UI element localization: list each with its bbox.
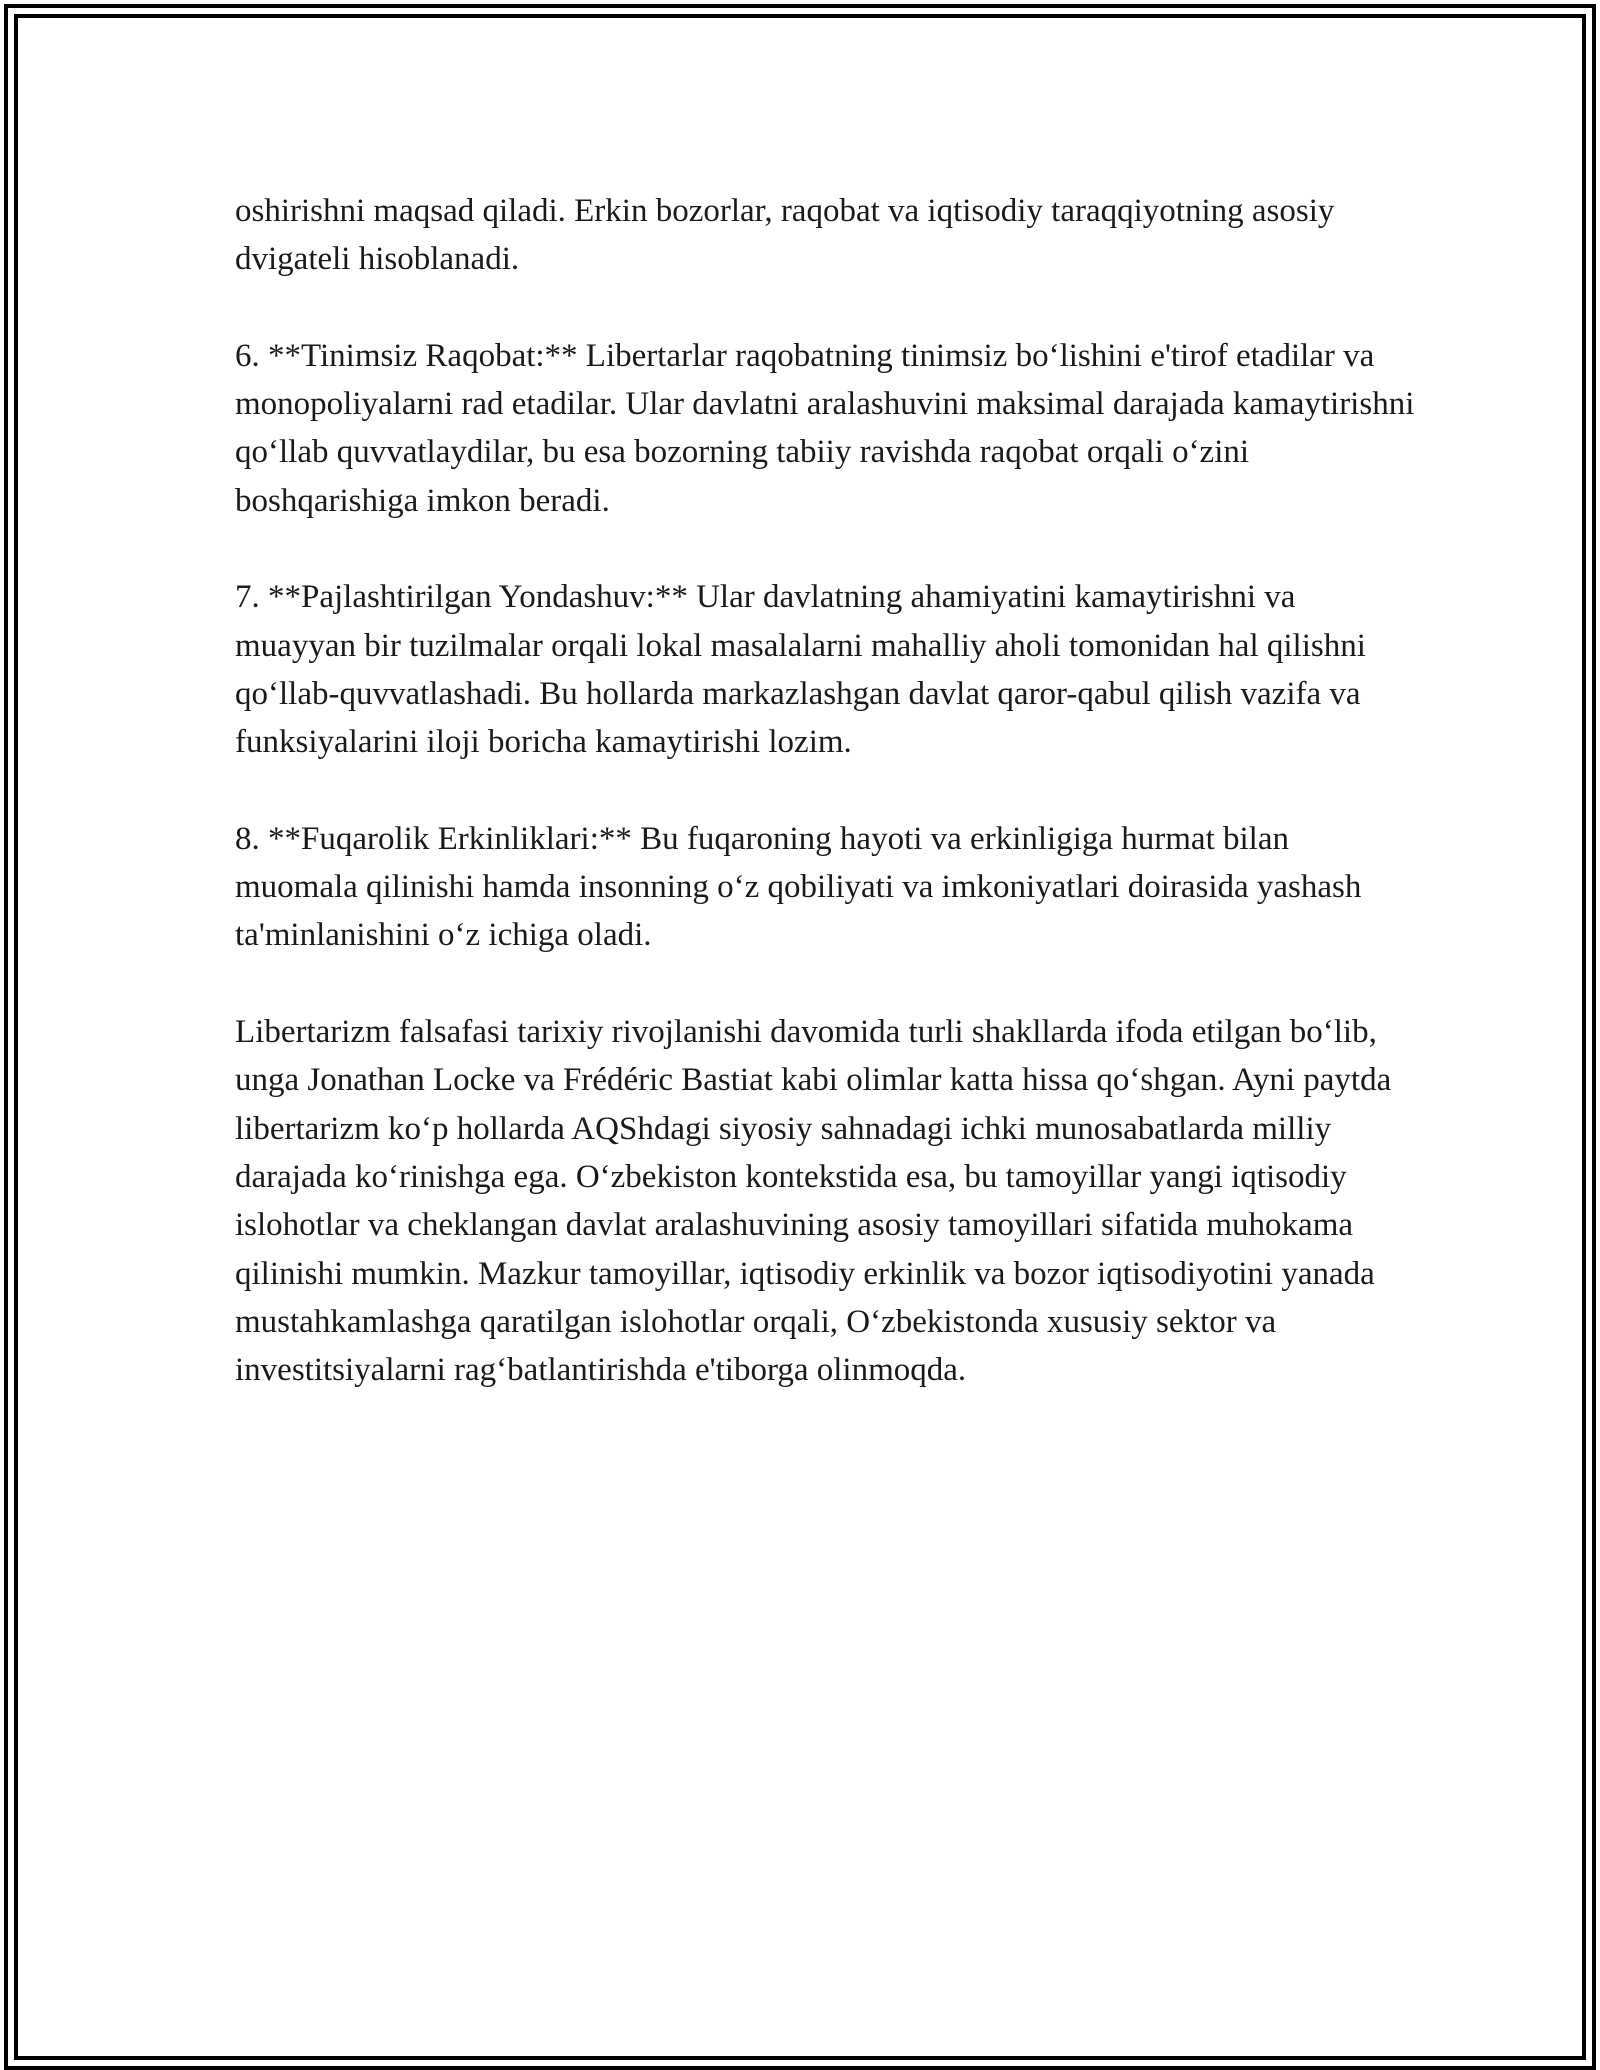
paragraph-item-8: 8. **Fuqarolik Erkinliklari:** Bu fuqaroning hayoti va erkinligiga hurmat bilan muomala qilinishi hamda insonning o‘z qobiliyati va imkoniyatlari doirasida yashash ta'minlanishini o‘z ichiga oladi. xyxy=(235,820,1362,954)
document-body xyxy=(235,187,1415,1443)
paragraph-item-6: 6. **Tinimsiz Raqobat:** Libertarlar raqobatning tinimsiz bo‘lishini e'tirof etadilar va monopoliyalarni rad etadilar. Ular davlatni aralashuvini maksimal darajada kamaytirishni qo‘llab quvvatlaydilar, bu esa bozorning tabiiy ravishda raqobat orqali o‘zini boshqarishiga imkon beradi. xyxy=(235,337,1415,519)
paragraph-conclusion: Libertarizm falsafasi tarixiy rivojlanishi davomida turli shakllarda ifoda etilgan bo‘lib, unga Jonathan Locke va Frédéric Bastiat kabi olimlar katta hissa qo‘shgan. Ayni paytda libertarizm ko‘p hollarda AQShdagi siyosiy sahnadagi ichki munosabatlarda milliy darajada ko‘rinishga ega. O‘zbekiston kontekstida esa, bu tamoyillar yangi iqtisodiy islohotlar va cheklangan davlat aralashuvining asosiy tamoyillari sifatida muhokama qilinishi mumkin. Mazkur tamoyillar, iqtisodiy erkinlik va bozor iqtisodiyotini yanada mustahkamlashga qaratilgan islohotlar orqali, O‘zbekistonda xususiy sektor va investitsiyalarni rag‘batlantirishda e'tiborga olinmoqda. xyxy=(235,1014,1392,1389)
paragraph-item-7: 7. **Pajlashtirilgan Yondashuv:** Ular davlatning ahamiyatini kamaytirishni va muayyan bir tuzilmalar orqali lokal masalalarni mahalliy aholi tomonidan hal qilishni qo‘llab-quvvatlashadi. Bu hollarda markazlashgan davlat qaror-qabul qilish vazifa va funksiyalarini iloji boricha kamaytirishi lozim. xyxy=(235,579,1366,761)
paragraph-continuation: oshirishni maqsad qiladi. Erkin bozorlar, raqobat va iqtisodiy taraqqiyotning asosiy dvigateli hisoblanadi. xyxy=(235,193,1335,278)
